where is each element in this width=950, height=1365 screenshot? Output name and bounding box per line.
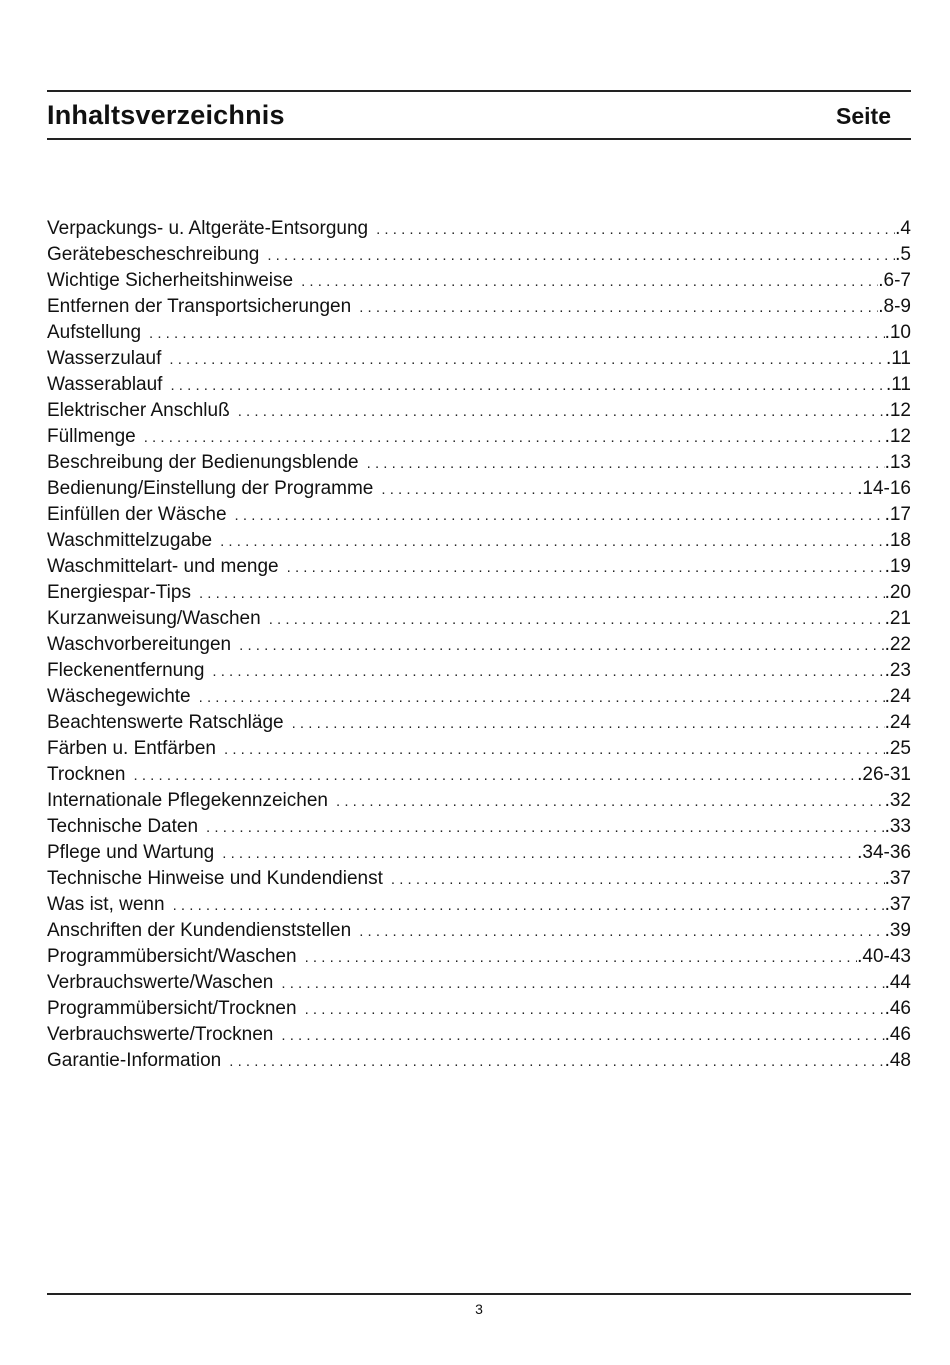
toc-entry-label: Füllmenge [47, 426, 136, 447]
toc-entry [47, 736, 911, 762]
toc-entry-page: .21 [884, 608, 911, 629]
toc-entry-page: .23 [884, 660, 911, 681]
toc-entry-page: .11 [885, 374, 911, 395]
dot-leader [391, 867, 885, 893]
dot-leader [359, 919, 884, 945]
dot-leader [305, 997, 885, 1023]
toc-entry-label: Waschmittelzugabe [47, 530, 213, 551]
dot-leader [224, 737, 885, 763]
toc-entry-page: .14-16 [857, 478, 911, 499]
dot-leader [267, 243, 895, 269]
toc-entry-label: Gerätebescheschreibung [47, 244, 260, 265]
toc-entry-page: .20 [884, 582, 911, 603]
toc-entry-label: Trocknen [47, 764, 126, 785]
toc-entry [47, 866, 911, 892]
toc-entry-label: Verpackungs- u. Altgeräte-Entsorgung [47, 218, 369, 239]
toc-entry-page: .34-36 [857, 842, 911, 863]
table-of-contents [47, 216, 911, 1074]
toc-entry [47, 632, 911, 658]
toc-entry-page: .22 [884, 634, 911, 655]
toc-entry-page: .25 [884, 738, 911, 759]
page-title: Inhaltsverzeichnis [47, 100, 285, 130]
dot-leader [239, 633, 884, 659]
dot-leader [281, 971, 884, 997]
toc-entry [47, 1022, 911, 1048]
toc-entry-page: .8-9 [878, 296, 911, 317]
toc-entry [47, 788, 911, 814]
toc-entry [47, 658, 911, 684]
toc-entry-label: Internationale Pflegekennzeichen [47, 790, 328, 811]
dot-leader [134, 763, 858, 789]
toc-entry-page: .46 [884, 1024, 911, 1045]
toc-entry [47, 294, 911, 320]
dot-leader [229, 1049, 884, 1075]
dot-leader [292, 711, 885, 737]
toc-entry-page: .18 [884, 530, 911, 551]
toc-entry [47, 762, 911, 788]
dot-leader [222, 841, 857, 867]
toc-entry-label: Entfernen der Transportsicherungen [47, 296, 352, 317]
toc-entry-label: Verbrauchswerte/Trocknen [47, 1024, 274, 1045]
toc-entry [47, 580, 911, 606]
toc-entry-page: .12 [884, 426, 911, 447]
toc-entry-page: .37 [884, 868, 911, 889]
toc-entry-page: .5 [895, 244, 911, 265]
toc-entry [47, 424, 911, 450]
toc-entry-label: Fleckenentfernung [47, 660, 205, 681]
toc-entry-page: .11 [885, 348, 911, 369]
dot-leader [173, 893, 885, 919]
toc-entry-page: .4 [895, 218, 911, 239]
toc-entry-page: .24 [884, 686, 911, 707]
dot-leader [367, 451, 885, 477]
dot-leader [376, 217, 895, 243]
toc-entry [47, 840, 911, 866]
toc-entry [47, 450, 911, 476]
toc-entry-label: Technische Hinweise und Kundendienst [47, 868, 383, 889]
toc-entry-label: Wichtige Sicherheitshinweise [47, 270, 294, 291]
toc-entry-label: Anschriften der Kundendienststellen [47, 920, 352, 941]
dot-leader [149, 321, 885, 347]
dot-leader [199, 581, 885, 607]
toc-entry-page: .13 [884, 452, 911, 473]
toc-entry-label: Waschmittelart- und menge [47, 556, 279, 577]
toc-entry [47, 554, 911, 580]
toc-entry-label: Wasserzulauf [47, 348, 162, 369]
toc-entry-label: Beachtenswerte Ratschläge [47, 712, 284, 733]
dot-leader [359, 295, 878, 321]
toc-entry [47, 996, 911, 1022]
dot-leader [199, 685, 885, 711]
dot-leader [169, 347, 886, 373]
footer-divider [47, 1293, 911, 1295]
toc-entry [47, 320, 911, 346]
dot-leader [144, 425, 885, 451]
toc-entry [47, 398, 911, 424]
dot-leader [287, 555, 885, 581]
toc-entry [47, 892, 911, 918]
toc-entry-page: .24 [884, 712, 911, 733]
toc-entry-label: Aufstellung [47, 322, 142, 343]
toc-entry [47, 242, 911, 268]
toc-entry [47, 528, 911, 554]
toc-entry-page: .40-43 [857, 946, 911, 967]
dot-leader [206, 815, 885, 841]
dot-leader [170, 373, 886, 399]
toc-entry-page: .12 [884, 400, 911, 421]
toc-entry [47, 970, 911, 996]
toc-entry-label: Färben u. Entfärben [47, 738, 216, 759]
dot-leader [281, 1023, 884, 1049]
toc-entry-label: Waschvorbereitungen [47, 634, 232, 655]
toc-entry-page: .33 [884, 816, 911, 837]
toc-entry-label: Pflege und Wartung [47, 842, 215, 863]
toc-entry-page: .46 [884, 998, 911, 1019]
dot-leader [301, 269, 878, 295]
toc-entry [47, 710, 911, 736]
dot-leader [305, 945, 858, 971]
toc-entry-label: Energiespar-Tips [47, 582, 191, 603]
toc-entry-label: Garantie-Information [47, 1050, 222, 1071]
toc-header [47, 90, 911, 140]
toc-entry [47, 1048, 911, 1074]
toc-entry-label: Elektrischer Anschluß [47, 400, 230, 421]
dot-leader [269, 607, 885, 633]
toc-entry-label: Wasserablauf [47, 374, 163, 395]
toc-entry-page: .26-31 [857, 764, 911, 785]
toc-entry-label: Verbrauchswerte/Waschen [47, 972, 274, 993]
toc-entry [47, 814, 911, 840]
toc-entry-label: Einfüllen der Wäsche [47, 504, 227, 525]
toc-entry-page: .37 [884, 894, 911, 915]
toc-entry [47, 502, 911, 528]
dot-leader [381, 477, 857, 503]
toc-entry-label: Was ist, wenn [47, 894, 165, 915]
toc-entry [47, 372, 911, 398]
toc-entry [47, 476, 911, 502]
page-column-label: Seite [836, 103, 891, 129]
dot-leader [220, 529, 884, 555]
dot-leader [212, 659, 884, 685]
toc-entry-label: Kurzanweisung/Waschen [47, 608, 261, 629]
toc-entry-label: Bedienung/Einstellung der Programme [47, 478, 374, 499]
toc-entry [47, 346, 911, 372]
toc-entry [47, 918, 911, 944]
toc-entry-page: .10 [884, 322, 911, 343]
toc-entry-label: Programmübersicht/Trocknen [47, 998, 297, 1019]
toc-entry-page: .6-7 [878, 270, 911, 291]
toc-entry-page: .39 [884, 920, 911, 941]
toc-entry-page: .32 [884, 790, 911, 811]
dot-leader [238, 399, 885, 425]
toc-entry [47, 684, 911, 710]
toc-entry-label: Beschreibung der Bedienungsblende [47, 452, 359, 473]
page-number: 3 [475, 1301, 483, 1317]
toc-entry [47, 606, 911, 632]
dot-leader [336, 789, 885, 815]
toc-entry [47, 216, 911, 242]
toc-entry-label: Programmübersicht/Waschen [47, 946, 297, 967]
dot-leader [235, 503, 885, 529]
toc-entry-label: Wäschegewichte [47, 686, 191, 707]
toc-entry-page: .44 [884, 972, 911, 993]
toc-entry [47, 944, 911, 970]
toc-entry-page: .19 [884, 556, 911, 577]
toc-entry-label: Technische Daten [47, 816, 199, 837]
toc-entry [47, 268, 911, 294]
toc-entry-page: .48 [884, 1050, 911, 1071]
toc-entry-page: .17 [884, 504, 911, 525]
